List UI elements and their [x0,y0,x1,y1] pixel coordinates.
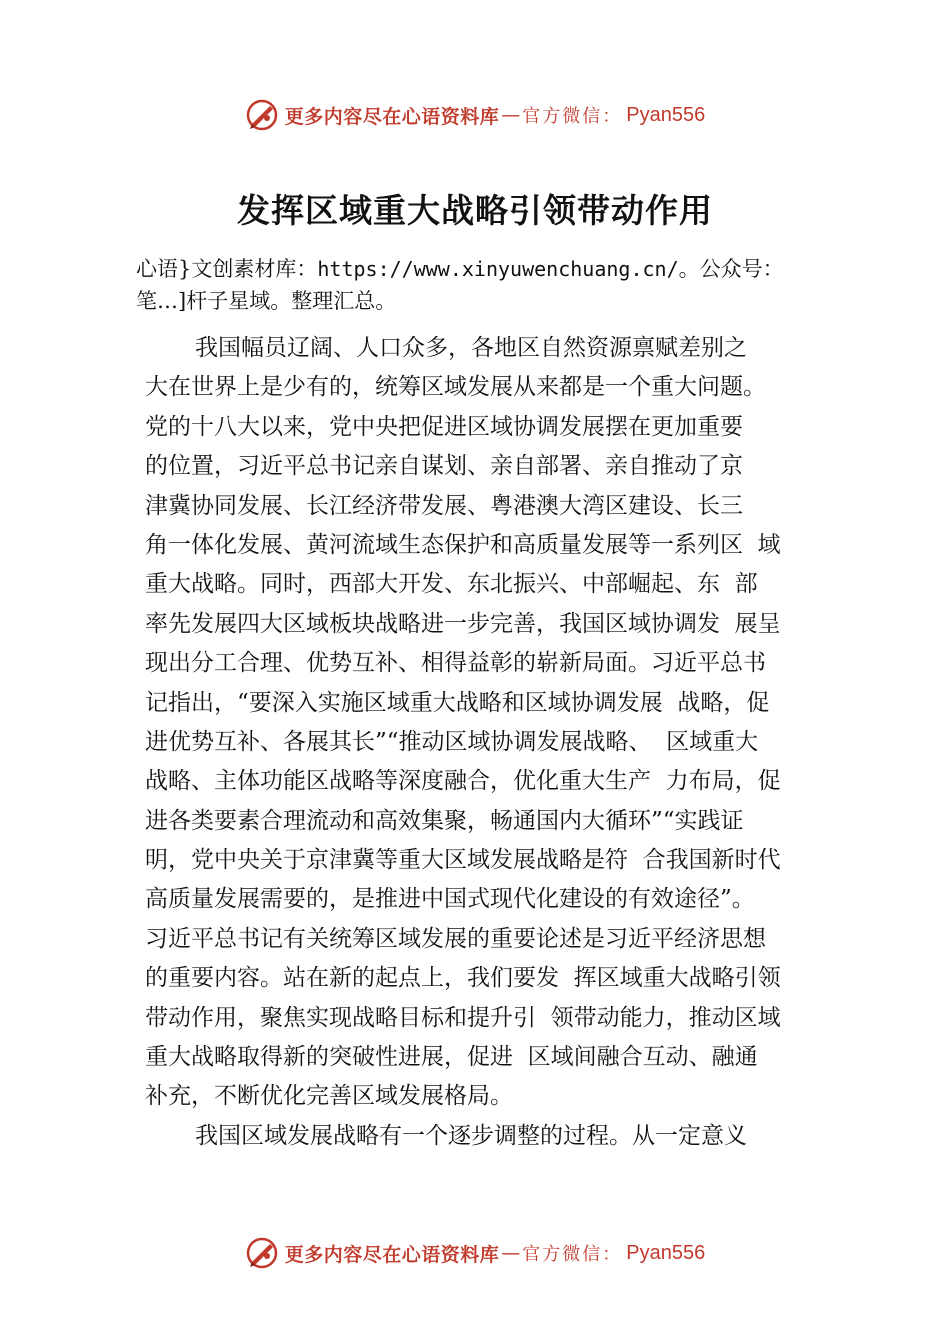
body-line: 现出分工合理、优势互补、相得益彰的崭新局面。习近平总书 [145,650,766,677]
body-line: 角一体化发展、黄河流域生态保护和高质量发展等一系列区 域 [145,531,781,558]
body-line: 率先发展四大区域板块战略进一步完善，我国区域协调发 展呈 [145,610,781,637]
banner-text: 更多内容尽在心语资料库 [284,105,500,128]
source-suffix: 。公众号： [678,257,784,281]
body-line: 的位置，习近平总书记亲自谋划、亲自部署、亲自推动了京 [145,453,743,480]
source-url: https://www.xinyuwenchuang.cn/ [317,257,679,281]
source-line-1 [136,253,856,285]
source-prefix: 心语}文创素材库： [136,257,318,281]
body-line: 带动作用，聚焦实现战略目标和提升引 领带动能力，推动区域 [145,1004,781,1031]
body-line: 进各类要素合理流动和高效集聚，畅通国内大循环”“实践证 [145,807,744,834]
body-line: 大在世界上是少有的，统筹区域发展从来都是一个重大问题。 [145,374,766,401]
document-title: 发挥区域重大战略引领带动作用 [237,191,713,230]
header-banner [0,95,950,135]
body-text [145,329,845,1156]
body-line: 我国区域发展战略有一个逐步调整的过程。从一定意义 [195,1122,747,1149]
pen-logo-icon [245,1236,279,1270]
body-line: 重大战略取得新的突破性进展，促进 区域间融合互动、融通 [145,1044,758,1071]
body-line: 党的十八大以来，党中央把促进区域协调发展摆在更加重要 [145,413,743,440]
pen-logo-icon [245,98,279,132]
body-line: 我国幅员辽阔、人口众多，各地区自然资源禀赋差别之 [195,335,747,361]
body-line: 进优势互补、各展其长”“推动区域协调发展战略、 区域重大 [145,728,759,755]
source-line-2: 笔…]杆子星域。整理汇总。 [136,289,397,313]
banner-text: 更多内容尽在心语资料库 [284,1243,500,1266]
body-line: 高质量发展需要的，是推进中国式现代化建设的有效途径”。 [145,886,755,913]
banner-separator: — [501,1242,521,1264]
body-line: 明，党中央关于京津冀等重大区域发展战略是符 合我国新时代 [145,847,781,874]
body-line: 习近平总书记有关统筹区域发展的重要论述是习近平经济思想 [145,925,766,952]
banner-separator: — [501,104,521,126]
footer-banner [0,1233,950,1273]
banner-wechat-label: 官方微信： [522,1244,623,1265]
body-line: 重大战略。同时，西部大开发、东北振兴、中部崛起、东 部 [145,571,758,598]
banner-wechat-id: Pyan556 [626,1241,706,1264]
body-line: 津冀协同发展、长江经济带发展、粤港澳大湾区建设、长三 [145,492,743,519]
body-line: 的重要内容。站在新的起点上，我们要发 挥区域重大战略引领 [145,965,781,992]
banner-wechat-id: Pyan556 [626,103,706,126]
banner-wechat-label: 官方微信： [522,106,623,127]
body-line: 战略、主体功能区战略等深度融合，优化重大生产 力布局，促 [145,768,781,795]
source-note [136,253,856,317]
body-line: 补充，不断优化完善区域发展格局。 [145,1083,513,1110]
body-line: 记指出，“要深入实施区域重大战略和区域协调发展 战略，促 [145,689,770,716]
